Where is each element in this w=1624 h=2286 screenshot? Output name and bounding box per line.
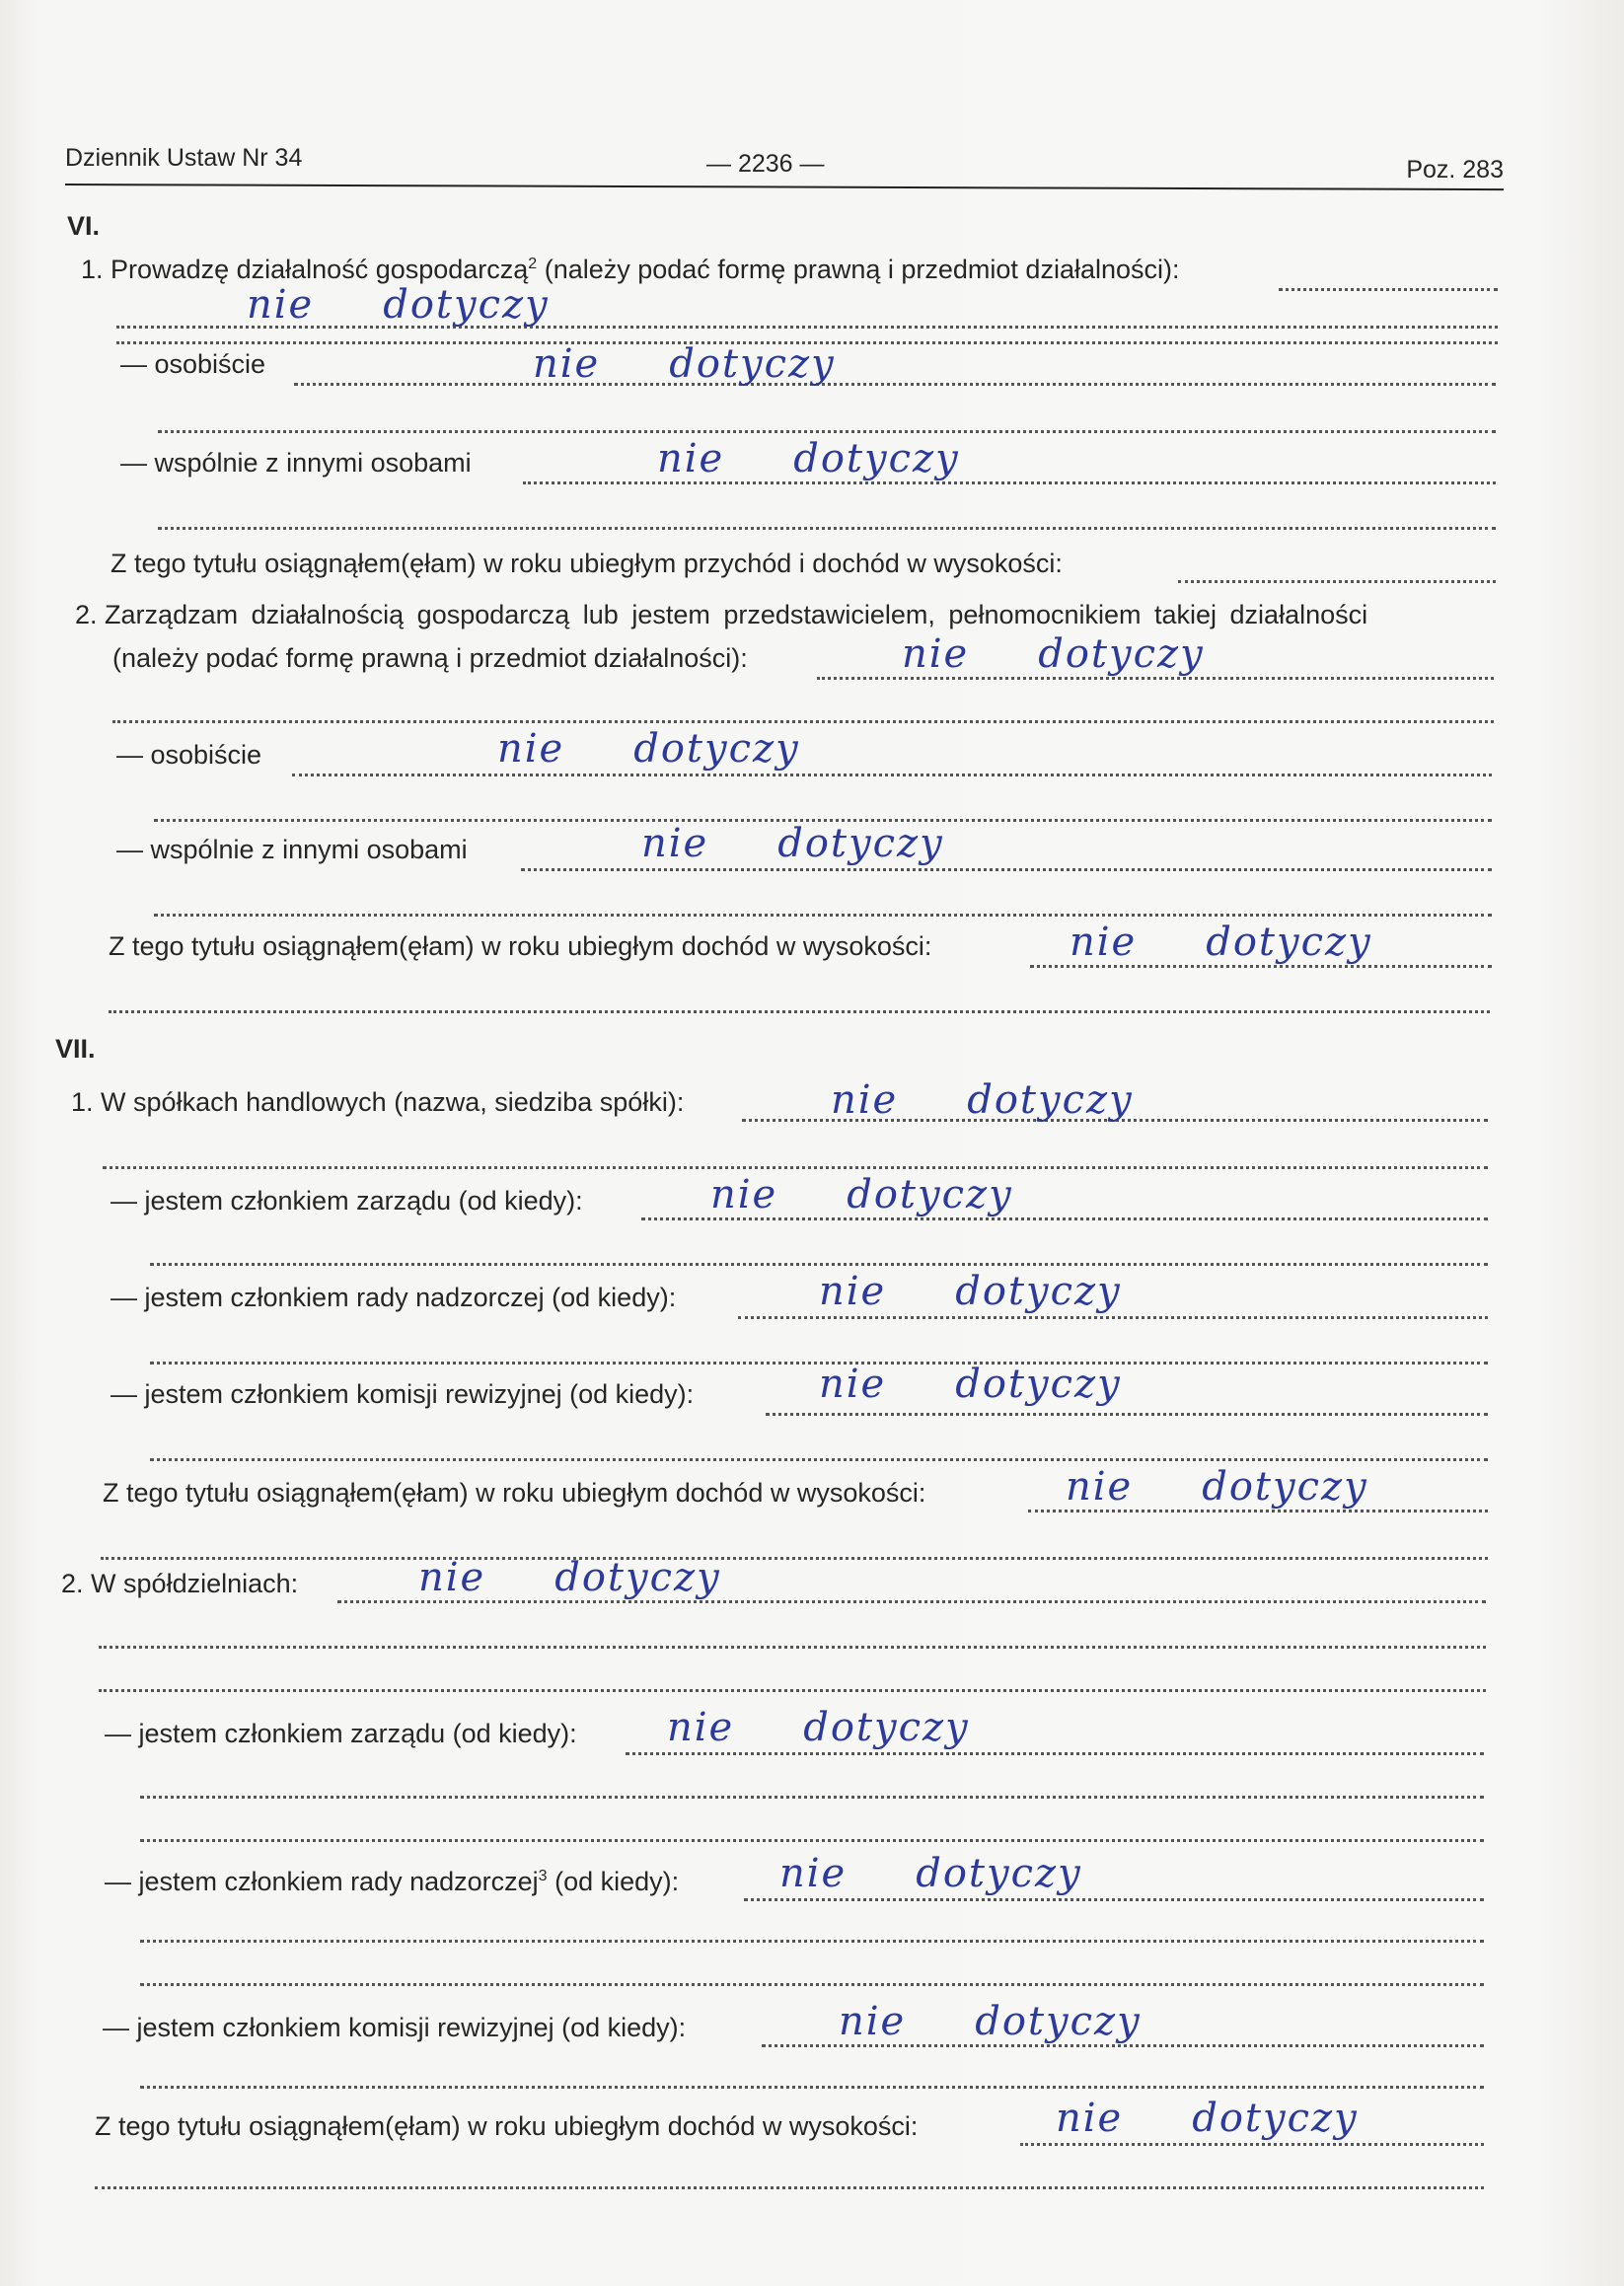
vii-2-zarzad-line-2[interactable]	[140, 1796, 1484, 1799]
vii-1-fill-line-2[interactable]	[103, 1166, 1488, 1169]
vi-2-osobiscie-label: — osobiście	[116, 740, 262, 770]
vii-2-komisja-line-2[interactable]	[140, 2086, 1484, 2089]
vi-2-income-line-2[interactable]	[109, 1010, 1490, 1013]
vi-2-label-line1: 2. Zarządzam działalnością gospodarczą lub jestem przedstawicielem, pełnomocnikiem takiej działalności	[75, 600, 1368, 629]
vii-2-zarzad-line-3[interactable]	[140, 1839, 1484, 1842]
vi-1-answer: nie dotyczy	[247, 282, 550, 328]
vii-1-zarzad-answer: nie dotyczy	[710, 1172, 1013, 1217]
vi-1-income-label: Z tego tytułu osiągnąłem(ęłam) w roku ubiegłym przychód i dochód w wysokości:	[111, 549, 1063, 578]
vi-1-osobiscie-answer: nie dotyczy	[533, 341, 836, 387]
vii-1-zarzad-line-2[interactable]	[150, 1263, 1488, 1266]
vi-1-income-line[interactable]	[1178, 580, 1496, 583]
section-vi-heading: VI.	[67, 211, 101, 241]
vii-1-komisja-label: — jestem członkiem komisji rewizyjnej (od kiedy):	[111, 1379, 695, 1409]
section-vii-heading: VII.	[55, 1034, 96, 1064]
vii-2-komisja-line[interactable]	[762, 2044, 1484, 2047]
vi-2-income-answer: nie dotyczy	[1070, 920, 1372, 965]
vii-2-fill-line-2[interactable]	[99, 1646, 1486, 1649]
vi-2-income-label: Z tego tytułu osiągnąłem(ęłam) w roku ubiegłym dochód w wysokości:	[109, 931, 932, 961]
vi-1-wspolnie-answer: nie dotyczy	[657, 436, 960, 481]
vii-1-income-line[interactable]	[1028, 1510, 1488, 1512]
vii-2-fill-line[interactable]	[337, 1600, 1486, 1603]
page-number: — 2236 —	[706, 150, 825, 178]
vii-1-rada-answer: nie dotyczy	[819, 1269, 1122, 1314]
vi-2-wspolnie-label: — wspólnie z innymi osobami	[116, 835, 468, 864]
vii-2-fill-line-3[interactable]	[99, 1689, 1486, 1692]
vii-2-income-label: Z tego tytułu osiągnąłem(ęłam) w roku ubiegłym dochód w wysokości:	[95, 2111, 919, 2141]
vii-2-rada-line-3[interactable]	[140, 1983, 1484, 1986]
vii-1-zarzad-label: — jestem członkiem zarządu (od kiedy):	[111, 1186, 583, 1216]
vi-1-osobiscie-line[interactable]	[294, 383, 1496, 386]
vii-1-income-answer: nie dotyczy	[1066, 1464, 1368, 1510]
vii-2-income-line[interactable]	[1020, 2143, 1484, 2146]
vii-1-komisja-line-2[interactable]	[150, 1458, 1488, 1461]
vii-1-zarzad-line[interactable]	[641, 1217, 1488, 1220]
vi-1-wspolnie-label: — wspólnie z innymi osobami	[120, 448, 472, 478]
vii-2-zarzad-answer: nie dotyczy	[667, 1705, 970, 1750]
vii-1-income-line-2[interactable]	[101, 1557, 1488, 1560]
vi-1-osobiscie-label: — osobiście	[120, 349, 266, 379]
vi-2-osobiscie-line[interactable]	[292, 774, 1492, 776]
vii-1-rada-line[interactable]	[738, 1316, 1488, 1319]
vi-2-fill-line-2[interactable]	[112, 720, 1494, 723]
vii-2-rada-answer: nie dotyczy	[779, 1851, 1082, 1896]
vii-1-komisja-line[interactable]	[766, 1413, 1488, 1416]
vi-2-fill-line[interactable]	[817, 677, 1494, 680]
vii-2-zarzad-label: — jestem członkiem zarządu (od kiedy):	[105, 1719, 577, 1748]
vi-2-wspolnie-line[interactable]	[521, 868, 1492, 871]
vii-2-label: 2. W spółdzielniach:	[61, 1569, 299, 1598]
vii-1-answer: nie dotyczy	[831, 1077, 1134, 1123]
vi-2-answer: nie dotyczy	[902, 631, 1205, 677]
vii-1-income-label: Z tego tytułu osiągnąłem(ęłam) w roku ubiegłym dochód w wysokości:	[103, 1478, 926, 1508]
vii-2-zarzad-line[interactable]	[626, 1752, 1484, 1755]
vi-2-osobiscie-answer: nie dotyczy	[497, 726, 800, 772]
vi-2-wspolnie-answer: nie dotyczy	[641, 821, 944, 866]
vi-2-income-line[interactable]	[1030, 965, 1492, 968]
vii-2-income-line-2[interactable]	[95, 2186, 1484, 2189]
vii-1-komisja-answer: nie dotyczy	[819, 1362, 1122, 1407]
vii-1-label: 1. W spółkach handlowych (nazwa, siedziba spółki):	[71, 1087, 685, 1117]
vii-2-rada-line[interactable]	[744, 1898, 1484, 1901]
vii-2-income-answer: nie dotyczy	[1056, 2096, 1359, 2141]
vii-2-rada-line-2[interactable]	[140, 1940, 1484, 1943]
vi-1-label: 1. Prowadzę działalność gospodarczą$^2$ (należy podać formę prawną i przedmiot działalności):	[81, 255, 1180, 284]
vi-1-fill-line[interactable]	[1279, 288, 1498, 291]
vii-2-rada-label: — jestem członkiem rady nadzorczej$^3$ (od kiedy):	[105, 1867, 680, 1896]
journal-title: Dziennik Ustaw Nr 34	[65, 144, 303, 172]
vii-2-komisja-answer: nie dotyczy	[839, 1999, 1142, 2044]
page-header	[65, 138, 1504, 189]
vii-1-rada-label: — jestem członkiem rady nadzorczej (od kiedy):	[111, 1283, 677, 1312]
position-number: Poz. 283	[1406, 156, 1504, 184]
vi-1-wspolnie-line-2[interactable]	[158, 527, 1496, 530]
vi-1-osobiscie-line-2[interactable]	[158, 430, 1496, 433]
vii-2-answer: nie dotyczy	[418, 1555, 721, 1600]
vi-2-label-line2: (należy podać formę prawną i przedmiot działalności):	[112, 643, 748, 673]
vi-1-wspolnie-line[interactable]	[523, 481, 1496, 484]
vi-2-wspolnie-line-2[interactable]	[154, 914, 1492, 917]
vii-2-komisja-label: — jestem członkiem komisji rewizyjnej (od kiedy):	[103, 2013, 687, 2042]
